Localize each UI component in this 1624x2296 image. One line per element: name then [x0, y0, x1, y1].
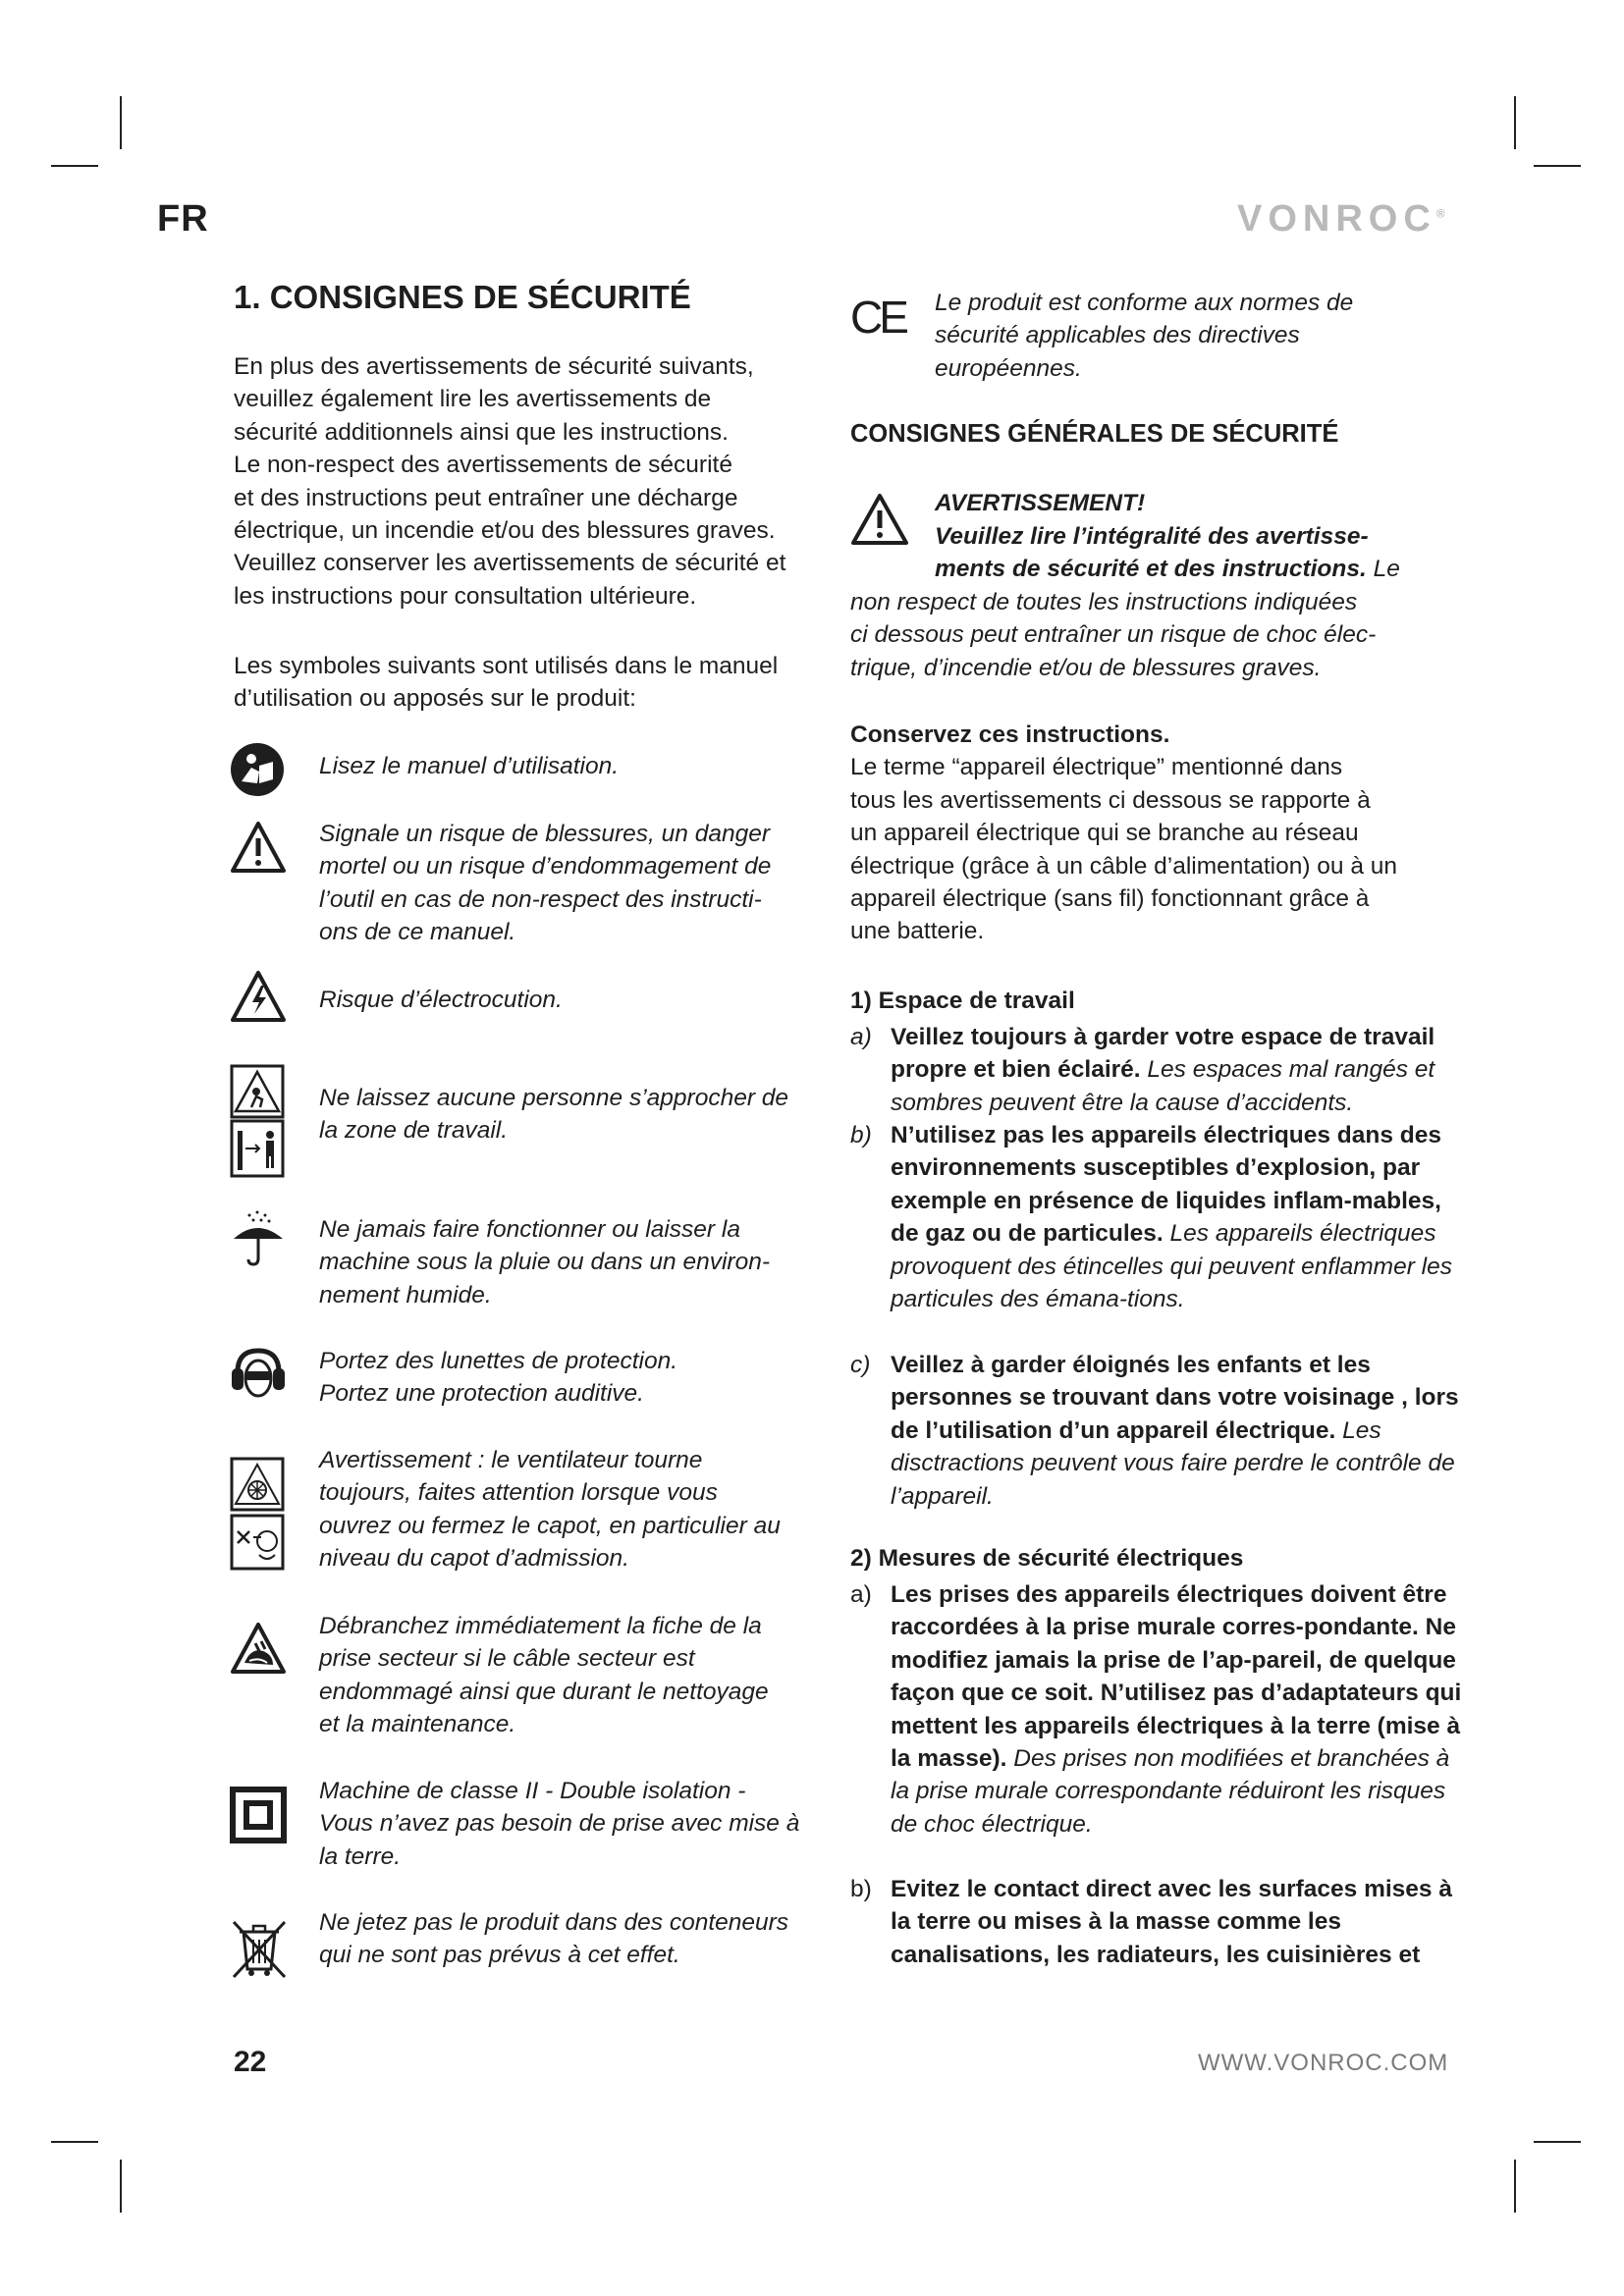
- text-line: non respect de toutes les instructions indiquées: [850, 588, 1358, 615]
- text-line: Ne jetez pas le produit dans des conteneurs: [319, 1909, 789, 1936]
- list-item: [850, 1349, 1464, 1513]
- item-bold-text: Evitez le contact direct avec les surfaces mises à la terre ou mises à la masse comme les canalisations, les radiateurs, les cuisinières et: [891, 1876, 1452, 1968]
- symbol-description: [319, 1444, 830, 1575]
- text-line: Veuillez conserver les avertissements de sécurité et: [234, 550, 786, 577]
- text-line: mortel ou un risque d’endommagement de: [319, 853, 772, 881]
- text-line: Lisez le manuel d’utilisation.: [319, 753, 620, 779]
- class-ii-icon: [230, 1787, 287, 1843]
- goggles-earmuffs-icon: [230, 1347, 287, 1402]
- warning-text: [850, 520, 1459, 684]
- text-line: ons de ce manuel.: [319, 919, 516, 946]
- text-line: la zone de travail.: [319, 1117, 509, 1145]
- page-number: 22: [234, 2046, 267, 2078]
- crop-mark: [120, 2160, 122, 2213]
- text-line: prise secteur si le câble secteur est: [319, 1645, 695, 1673]
- language-code: FR: [157, 198, 209, 240]
- item-bold-text: N’utilisez pas les appareils électriques dans des environnements susceptibles d’explosion, par exemple en présence de liquides inflam-mables, de gaz ou de particules.: [891, 1122, 1442, 1248]
- crop-mark: [51, 2141, 98, 2143]
- list-item: [850, 1873, 1464, 1971]
- text-line: qui ne sont pas prévus à cet effet.: [319, 1942, 680, 1969]
- text-line: Ne laissez aucune personne s’approcher de: [319, 1085, 789, 1111]
- section-title: 1. CONSIGNES DE SÉCURITÉ: [234, 279, 691, 315]
- electrical-safety-heading: 2) Mesures de sécurité électriques: [850, 1545, 1244, 1572]
- text-line: un appareil électrique qui se branche au réseau: [850, 820, 1359, 847]
- workspace-heading: 1) Espace de travail: [850, 988, 1075, 1014]
- ce-description: [935, 287, 1465, 385]
- text-line: tous les avertissements ci dessous se rapporte à: [850, 786, 1371, 814]
- ce-mark-icon: CE: [850, 292, 905, 343]
- text-line: électrique, un incendie et/ou des blessures graves.: [234, 517, 776, 545]
- list-item: [850, 1119, 1464, 1315]
- item-bold-text: Veillez à garder éloignés les enfants et les personnes se trouvant dans votre voisinage , lors de l’utilisation d’un appareil électrique.: [891, 1352, 1459, 1444]
- text-line: européennes.: [935, 354, 1082, 382]
- symbol-description: [319, 818, 830, 949]
- text-line: ouvrez ou fermez le capot, en particulier au: [319, 1512, 781, 1539]
- text-line: toujours, faites attention lorsque vous: [319, 1479, 718, 1507]
- conserve-paragraph: [850, 719, 1459, 948]
- symbol-description: [319, 1082, 830, 1148]
- symbol-description: [319, 1213, 830, 1311]
- text-line: trique, d’incendie et/ou de blessures graves.: [850, 654, 1322, 681]
- brand-name: VONROC: [1237, 198, 1436, 240]
- crop-mark: [51, 165, 98, 167]
- website-url: WWW.VONROC.COM: [1198, 2050, 1449, 2076]
- text-line: les instructions pour consultation ultérieure.: [234, 582, 697, 610]
- item-label: b): [850, 1122, 872, 1148]
- text-line: endommagé ainsi que durant le nettoyage: [319, 1678, 769, 1705]
- symbols-intro: [234, 650, 838, 716]
- item-label: b): [850, 1876, 872, 1902]
- text-line: Vous n’avez pas besoin de prise avec mise à: [319, 1810, 800, 1838]
- warning-triangle-icon: [230, 821, 287, 874]
- umbrella-rain-icon: [230, 1209, 287, 1268]
- symbol-description: [319, 1906, 830, 1972]
- crop-mark: [120, 96, 122, 149]
- text-line: une batterie.: [850, 918, 985, 945]
- crop-mark: [1514, 2160, 1516, 2213]
- text-line: ci dessous peut entraîner un risque de choc élec-: [850, 621, 1377, 649]
- item-italic-text: Des prises non modifiées et branchées à la prise murale correspondante réduiront les risques de choc électrique.: [891, 1745, 1450, 1838]
- text-line: machine sous la pluie ou dans un environ-: [319, 1249, 770, 1276]
- text-line: sécurité applicables des directives: [935, 322, 1300, 349]
- list-item: [850, 1578, 1464, 1841]
- unplug-icon: [230, 1622, 287, 1675]
- symbol-description: [319, 984, 830, 1016]
- crop-mark: [1534, 165, 1581, 167]
- text-line: veuillez également lire les avertissements de: [234, 386, 712, 413]
- text-line: Le terme “appareil électrique” mentionné dans: [850, 754, 1343, 781]
- item-label: a): [850, 1024, 872, 1050]
- symbol-description: [319, 1775, 830, 1873]
- symbol-description: [319, 1345, 830, 1411]
- text-line: Portez des lunettes de protection.: [319, 1348, 677, 1374]
- electrocution-icon: [230, 970, 287, 1023]
- text-line: Signale un risque de blessures, un danger: [319, 821, 771, 847]
- text-line: Les symboles suivants sont utilisés dans le manuel: [234, 653, 779, 679]
- text-line: Avertissement : le ventilateur tourne: [319, 1447, 703, 1473]
- brand-logo: [1237, 198, 1445, 240]
- text-line: sécurité additionnels ainsi que les instructions.: [234, 418, 729, 446]
- text-line: nement humide.: [319, 1281, 492, 1308]
- text-line: d’utilisation ou apposés sur le produit:: [234, 685, 636, 713]
- warning-title: AVERTISSEMENT!: [935, 490, 1146, 516]
- text-line: Portez une protection auditive.: [319, 1380, 644, 1408]
- text-line: Débranchez immédiatement la fiche de la: [319, 1613, 762, 1639]
- text-line: l’outil en cas de non-respect des instructi-: [319, 885, 762, 913]
- text-line: Ne jamais faire fonctionner ou laisser la: [319, 1216, 740, 1243]
- text-line: niveau du capot d’admission.: [319, 1545, 629, 1573]
- item-italic-text: Les espaces mal rangés et sombres peuvent être la cause d’accidents.: [891, 1056, 1435, 1116]
- symbol-description: [319, 750, 830, 782]
- symbol-description: [319, 1610, 830, 1741]
- text-line: et des instructions peut entraîner une décharge: [234, 484, 738, 511]
- conserve-title: Conservez ces instructions.: [850, 721, 1170, 748]
- item-italic-text: Les appareils électriques provoquent des étincelles qui peuvent enflammer les particules des émana-tions.: [891, 1220, 1453, 1313]
- text-line: En plus des avertissements de sécurité suivants,: [234, 353, 754, 380]
- fan-warning-icon: [230, 1457, 285, 1571]
- item-bold-text: Veillez toujours à garder votre espace de travail propre et bien éclairé.: [891, 1024, 1435, 1084]
- warning-bold-line: ments de sécurité et des instructions.: [935, 556, 1367, 583]
- item-italic-text: Les disctractions peuvent vous faire perdre le contrôle de l’appareil.: [891, 1416, 1455, 1510]
- item-bold-text: Les prises des appareils électriques doivent être raccordées à la prise murale corres-pondante. Ne modifiez jamais la prise de l’ap-pareil, de quelque façon que ce soit. N’utilisez pas d’adaptateurs qui mettent les appareils électriques à la terre (mise à la masse).: [891, 1581, 1462, 1773]
- text-line: et la maintenance.: [319, 1711, 516, 1738]
- text-line: électrique (grâce à un câble d’alimentation) ou à un: [850, 852, 1398, 880]
- warning-bold-line: Veuillez lire l’intégralité des avertisse-: [935, 523, 1369, 550]
- keep-away-icon: [230, 1064, 285, 1178]
- text-line: Machine de classe II - Double isolation -: [319, 1778, 746, 1804]
- item-label: a): [850, 1581, 872, 1608]
- text-line: Le produit est conforme aux normes de: [935, 290, 1354, 316]
- text-line: appareil électrique (sans fil) fonctionnant grâce à: [850, 885, 1370, 913]
- brand-mark: ®: [1435, 206, 1445, 221]
- crop-mark: [1514, 96, 1516, 149]
- intro-paragraph: [234, 350, 838, 613]
- general-safety-title: CONSIGNES GÉNÉRALES DE SÉCURITÉ: [850, 420, 1339, 448]
- crossed-bin-icon: [230, 1918, 289, 1979]
- crop-mark: [1534, 2141, 1581, 2143]
- text-line: Le non-respect des avertissements de sécurité: [234, 452, 732, 479]
- text-line: la terre.: [319, 1842, 402, 1870]
- read-manual-icon: [230, 742, 285, 797]
- list-item: [850, 1021, 1464, 1119]
- item-label: c): [850, 1352, 871, 1378]
- text-line: Risque d’électrocution.: [319, 987, 563, 1013]
- text-line: Le: [1366, 556, 1400, 583]
